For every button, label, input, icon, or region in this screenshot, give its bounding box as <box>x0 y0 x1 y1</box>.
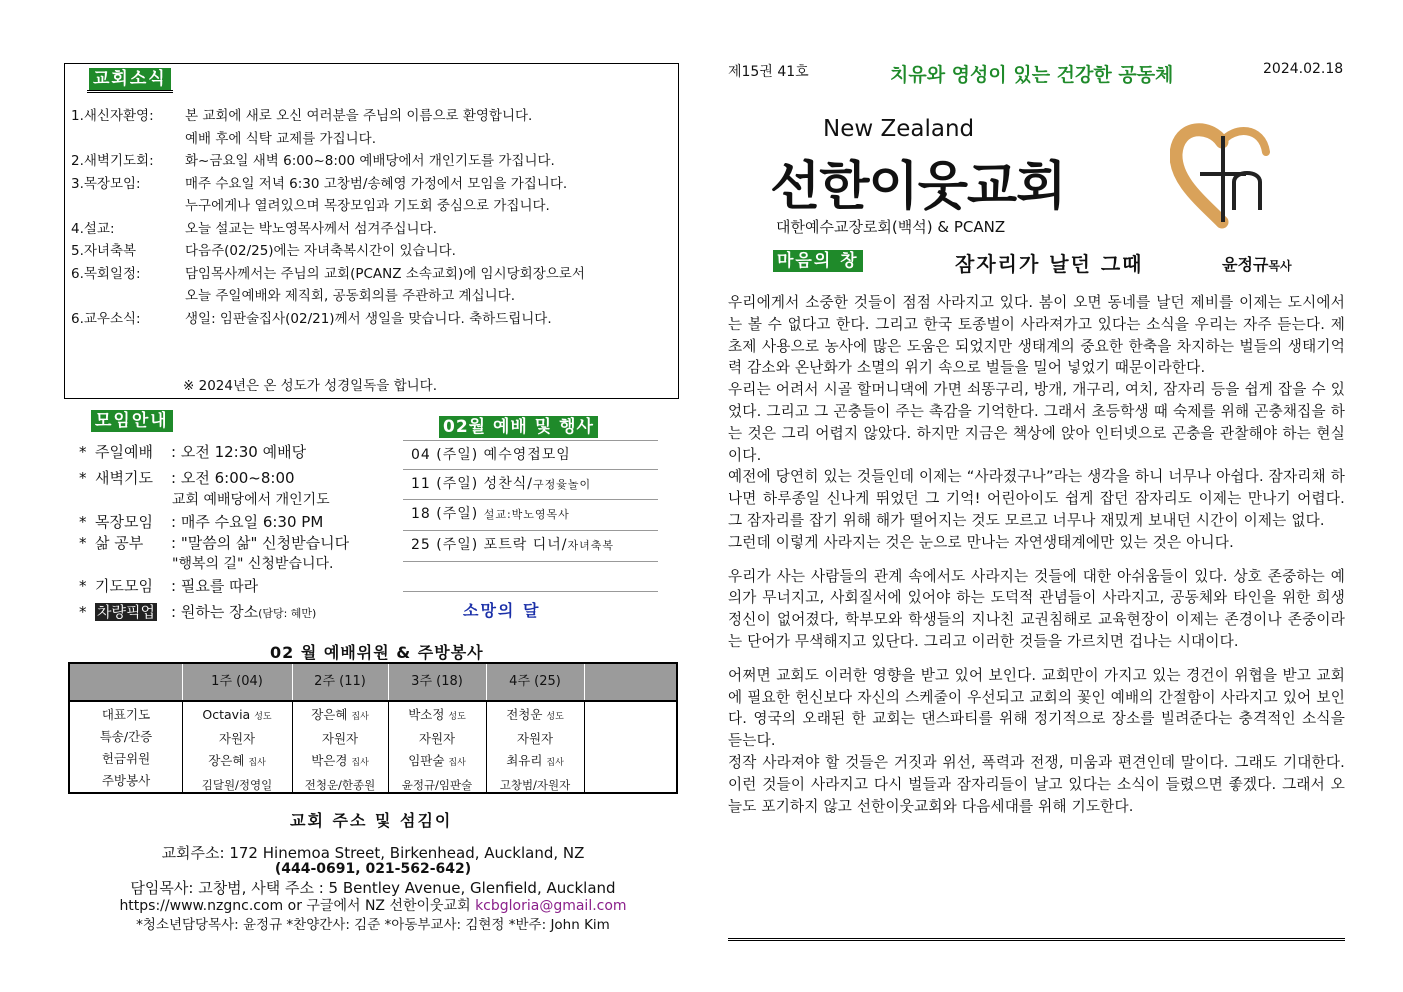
meeting-subtext: 교회 예배당에서 개인기도 <box>172 492 330 508</box>
paragraph: 그런데 이렇게 사라지는 것은 눈으로 만나는 자연생태계에만 있는 것은 아니다. <box>728 533 1234 551</box>
duty-cell <box>388 728 486 750</box>
news-label: 2.새벽기도회: <box>71 153 154 169</box>
duty-cell <box>182 750 292 774</box>
meeting-label: 기도모임 <box>95 577 153 595</box>
column-author <box>1222 252 1292 275</box>
news-text: 누구에게나 열려있으며 목장모임과 기도회 중심으로 가집니다. <box>185 198 550 214</box>
week-column <box>182 704 292 796</box>
person-name: 전청운 <box>506 707 547 722</box>
event-text: 25 (주일) 포트락 디너/ <box>411 537 568 553</box>
meeting-label: 목장모임 <box>95 513 153 531</box>
address-title: 교회 주소 및 섬김이 <box>290 811 453 830</box>
separator: : <box>171 534 177 552</box>
person-title: 성도 <box>546 712 564 722</box>
meeting-row <box>79 442 306 462</box>
duty-cell <box>486 750 584 774</box>
author-title: 목사 <box>1268 259 1292 273</box>
duty-cell <box>388 774 486 796</box>
staff-list: *청소년담당목사: 윤정규 *찬양간사: 김준 *아동부교사: 김현정 *반주: John Kim <box>136 917 610 933</box>
week-column <box>292 704 388 796</box>
event-row <box>403 499 658 529</box>
bullet: * <box>79 603 87 621</box>
meeting-text: 원하는 장소 <box>180 603 259 621</box>
person-title: 집사 <box>448 758 466 768</box>
news-label: 5.자녀축복 <box>71 243 137 259</box>
person-name: 장은혜 <box>311 707 352 722</box>
person-title: 집사 <box>248 758 266 768</box>
person-name: 박소정 <box>408 707 449 722</box>
news-text: 예배 후에 식탁 교제를 가집니다. <box>185 131 376 147</box>
duty-cell <box>388 704 486 728</box>
event-small: 설교:박노영목사 <box>483 508 570 521</box>
duty-cell <box>388 750 486 774</box>
bulletin-date: 2024.02.18 <box>1263 61 1344 77</box>
week-header: 1주 (04) <box>211 674 263 689</box>
church-name: 선한이웃교회 <box>770 157 1066 217</box>
paragraph: 우리는 어려서 시골 할머니댁에 가면 쇠똥구리, 방개, 개구리, 여치, 잠자리 등을 쉽게 잡을 수 있었다. 그리고 그 곤충들이 주는 촉감을 기억한다. 그래서 초등학생 때 숙제를 위해 곤충채집을 하는 것은 그리 어렵지 않았다. 하지만 지금은 책상에 앉아 인터넷으로 곤충을 관찰해야 하는 현실이다. <box>728 381 1345 464</box>
meeting-label: 차량픽업 <box>97 603 155 621</box>
event-small: 자녀축복 <box>567 539 614 552</box>
event-small: 구정윷놀이 <box>532 478 592 491</box>
person-title: 집사 <box>351 712 369 722</box>
news-text: 매주 수요일 저녁 6:30 고창범/송혜영 가정에서 모임을 가집니다. <box>185 176 568 192</box>
news-text: 오늘 주일예배와 제직회, 공동회의를 주관하고 계십니다. <box>185 288 515 304</box>
news-label: 4.설교: <box>71 221 115 237</box>
meeting-note: (담당: 혜만) <box>258 607 317 620</box>
person-name: 자원자 <box>321 731 359 746</box>
news-text: 오늘 설교는 박노영목사께서 섬겨주십니다. <box>185 221 437 237</box>
meeting-row <box>79 468 295 488</box>
meeting-title: 모임안내 <box>91 410 173 432</box>
person-name: 자원자 <box>418 731 456 746</box>
denomination: 대한예수교장로회(백석) & PCANZ <box>776 218 1006 236</box>
event-text: 04 (주일) 예수영접모임 <box>411 447 571 463</box>
duty-cell <box>292 728 388 750</box>
bottom-rule <box>728 938 1345 945</box>
duty-cell <box>486 728 584 750</box>
meeting-text: "말씀의 삶" 신청받습니다 <box>180 534 350 552</box>
separator: : <box>171 469 177 487</box>
news-text: 화~금요일 새벽 6:00~8:00 예배당에서 개인기도를 가집니다. <box>185 153 555 169</box>
duty-table <box>68 662 678 794</box>
news-text: 생일: 임판술집사(02/21)께서 생일을 맞습니다. 축하드립니다. <box>185 311 552 327</box>
meeting-text: 오전 6:00~8:00 <box>180 469 295 487</box>
bible-reading-note: ※ 2024년은 온 성도가 성경일독을 합니다. <box>183 378 437 394</box>
paragraph: 예전에 당연히 있는 것들인데 이제는 “사라졌구나”라는 생각을 하니 너무나 아쉽다. 잠자리채 하나면 하루종일 신나게 뛰었던 그 기억! 어린아이도 쉽게 잡던 잠자리도 이제는 만나기 어렵다. 그 잠자리를 잡기 위해 해가 떨어지는 것도 모르고 너무나 재밌게 보내던 시간이 이제는 없다. <box>728 468 1345 529</box>
meeting-row <box>79 576 258 596</box>
column-title: 잠자리가 날던 그때 <box>955 252 1144 276</box>
news-text: 다음주(02/25)에는 자녀축복시간이 있습니다. <box>185 243 456 259</box>
separator: : <box>171 443 177 461</box>
event-row <box>403 440 658 470</box>
separator: : <box>171 603 177 621</box>
heart-cross-logo-icon <box>1170 122 1275 230</box>
week-header: 2주 (11) <box>314 674 366 689</box>
duty-cell <box>292 704 388 728</box>
issue-number: 제15권 41호 <box>728 64 809 80</box>
person-name: 장은혜 <box>208 753 249 768</box>
person-name: 김달원/정영일 <box>201 778 273 792</box>
duty-cell <box>292 750 388 774</box>
bullet: * <box>79 469 87 487</box>
news-label: 6.목회일정: <box>71 266 141 282</box>
meeting-label: 삶 공부 <box>95 534 144 552</box>
events-divider <box>403 591 658 592</box>
person-name: Octavia <box>202 707 255 722</box>
news-label: 6.교우소식: <box>71 311 141 327</box>
event-text: 11 (주일) 성찬식/ <box>411 476 533 492</box>
paragraph: 우리에게서 소중한 것들이 점점 사라지고 있다. 봄이 오면 동네를 날던 제비를 이제는 도시에서는 볼 수 없다고 한다. 그리고 한국 토종벌이 사라져가고 있다는 소식을 우리는 자주 듣는다. 제초제 사용으로 농사에 많은 도움은 되었지만 생태계의 중요한 한축을 차지하는 벌들의 생태기억력 감소와 온난화가 소멸의 위기 속으로 벌들을 밀어 넣었기 때문이라한다. <box>728 294 1345 377</box>
pastor-address: 담임목사: 고창범, 사택 주소 : 5 Bentley Avenue, Glenfield, Auckland <box>130 879 616 897</box>
event-text: 18 (주일) <box>411 506 484 522</box>
meeting-label: 새벽기도 <box>95 469 153 487</box>
search-hint: or 구글에서 NZ 선한이웃교회 <box>283 898 476 914</box>
church-address: 교회주소: 172 Hinemoa Street, Birkenhead, Auckland, NZ <box>161 844 585 862</box>
person-name: 최유리 <box>506 753 547 768</box>
duty-title: 02 월 예배위원 & 주방봉사 <box>270 643 484 662</box>
person-name: 윤정규/임판술 <box>401 778 473 792</box>
role-label: 주방봉사 <box>101 773 151 788</box>
church-motto: 치유와 영성이 있는 건강한 공동체 <box>890 64 1174 86</box>
paragraph: 우리가 사는 사람들의 관계 속에서도 사라지는 것들에 대한 아쉬움들이 있다. 상호 존중하는 예의가 무너지고, 사회질서에 있어야 하는 도덕적 관념들이 사라지고, 공동체와 타인을 위한 희생정신이 없어졌다, 학부모와 학생들의 지나친 교권침해로 교육현장이 이제는 존경이나 존중이라는 단어가 무색해지고 있단다. 그리고 이러한 것들을 가르치면 겁나는 시대이다. <box>728 567 1345 650</box>
meeting-row <box>79 533 349 553</box>
bullet: * <box>79 577 87 595</box>
separator: : <box>171 513 177 531</box>
meeting-label: 주일예배 <box>95 443 153 461</box>
person-title: 집사 <box>351 758 369 768</box>
event-row <box>403 469 658 499</box>
duty-table-header <box>70 664 676 702</box>
event-row-empty <box>403 561 658 591</box>
column-body <box>728 292 1345 817</box>
news-text: 본 교회에 새로 오신 여러분을 주님의 이름으로 환영합니다. <box>185 108 533 124</box>
author-name: 윤정규 <box>1222 255 1269 274</box>
events-title: 02월 예배 및 행사 <box>439 416 598 438</box>
bullet: * <box>79 443 87 461</box>
role-label: 헌금위원 <box>101 751 151 766</box>
meeting-text: 오전 12:30 예배당 <box>180 443 307 461</box>
duty-cell <box>182 704 292 728</box>
website-link[interactable]: https://www.nzgnc.com <box>119 898 284 914</box>
meeting-text: 매주 수요일 6:30 PM <box>180 513 324 531</box>
week-header: 4주 (25) <box>509 674 561 689</box>
person-name: 전청운/한종원 <box>304 778 376 792</box>
person-name: 자원자 <box>218 731 256 746</box>
week-column <box>388 704 486 796</box>
meeting-row <box>79 512 323 532</box>
role-label: 특송/간증 <box>99 729 153 744</box>
duty-cell <box>486 774 584 796</box>
person-name: 임판술 <box>408 753 449 768</box>
bullet: * <box>79 534 87 552</box>
separator: : <box>171 577 177 595</box>
news-title: 교회소식 <box>89 68 171 90</box>
news-box <box>64 63 679 399</box>
email-link[interactable]: kcbgloria@gmail.com <box>475 898 627 914</box>
duty-cell <box>486 704 584 728</box>
news-label: 3.목장모임: <box>71 176 141 192</box>
person-name: 박은경 <box>311 753 352 768</box>
role-label: 대표기도 <box>101 707 151 722</box>
role-column <box>70 704 182 792</box>
hope-month-label: 소망의 달 <box>463 601 541 620</box>
meeting-row <box>79 602 316 624</box>
week-header: 3주 (18) <box>411 674 463 689</box>
bullet: * <box>79 513 87 531</box>
news-text: 담임목사께서는 주님의 교회(PCANZ 소속교회)에 임시당회장으로서 <box>185 266 585 282</box>
meeting-text: 필요를 따라 <box>180 577 259 595</box>
column-badge: 마음의 창 <box>773 250 863 272</box>
paragraph: 어쩌면 교회도 이러한 영향을 받고 있어 보인다. 교회만이 가지고 있는 경건이 위협을 받고 교회에 필요한 헌신보다 자신의 스케줄이 우선되고 교회의 꽃인 예배의 간절함이 사라지고 있어 보인다. 영국의 오래된 한 교회는 댄스파티를 위해 정기적으로 장소를 빌려준다는 충격적인 소식을 듣는다. <box>728 666 1345 750</box>
meeting-subtext: "행복의 길" 신청받습니다. <box>172 556 334 572</box>
paragraph: 정작 사라져야 할 것들은 거짓과 위선, 폭력과 전쟁, 미움과 편견인데 말이다. 그래도 기대한다. 이런 것들이 사라지고 다시 벌들과 잠자리들이 날고 있다는 소식이 들렸으면 좋겠다. 그래서 오늘도 포기하지 않고 선한이웃교회와 다음세대를 위해 기도한다. <box>728 753 1345 815</box>
person-title: 성도 <box>254 712 272 722</box>
event-row <box>403 530 658 560</box>
duty-cell <box>182 728 292 750</box>
duty-cell <box>182 774 292 796</box>
person-name: 고창범/자원자 <box>499 778 571 792</box>
news-label: 1.새신자환영: <box>71 108 154 124</box>
person-title: 집사 <box>546 758 564 768</box>
church-phone: (444-0691, 021-562-642) <box>274 861 472 877</box>
person-name: 자원자 <box>516 731 554 746</box>
duty-cell <box>292 774 388 796</box>
web-contact <box>68 895 678 915</box>
person-title: 성도 <box>448 712 466 722</box>
week-column <box>486 704 584 796</box>
country-label: New Zealand <box>823 116 975 142</box>
